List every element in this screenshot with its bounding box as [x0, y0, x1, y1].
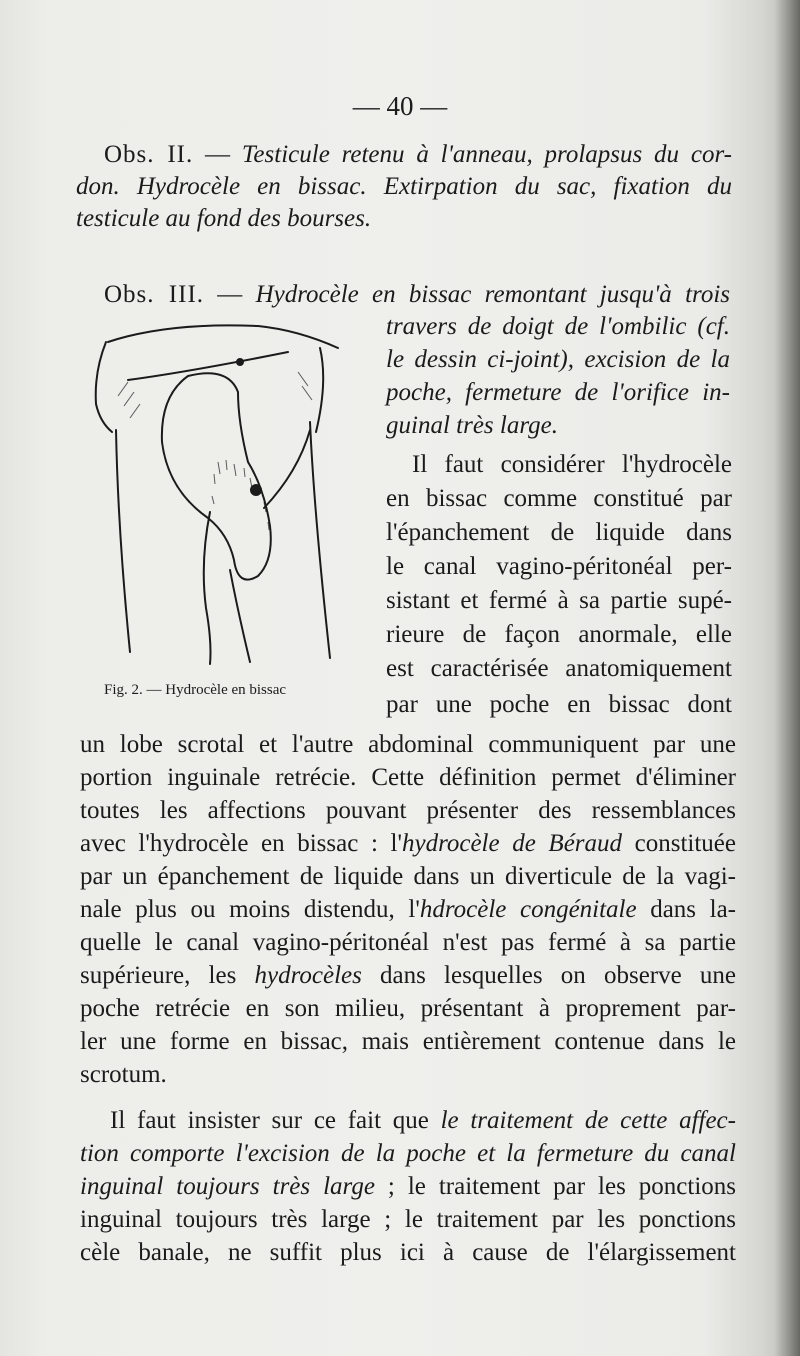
text-line-25: poche retrécie en son milieu, présentant à proprement par- [80, 995, 736, 1022]
text-line-8: guinal très large. [386, 412, 558, 439]
text-line-29: tion comporte l'excision de la poche et la fermeture du canal [80, 1140, 736, 1167]
text-line-24: supérieure, les hydrocèles dans lesquelles on observe une [80, 962, 736, 989]
text-line-5: travers de doigt de l'ombilic (cf. [386, 313, 730, 340]
text-line-18: portion inguinale retrécie. Cette définition permet d'éliminer [80, 764, 736, 791]
text-line-27: scrotum. [80, 1061, 167, 1088]
text-line-31: inguinal toujours très large ; le traitement par les ponctions [80, 1206, 736, 1233]
text-line-7: poche, fermeture de l'orifice in- [386, 379, 730, 406]
text-line-10: en bissac comme constitué par [386, 485, 732, 512]
text-line-11: l'épanchement de liquide dans [386, 519, 732, 546]
text-line-15: est caractérisée anatomiquement [386, 655, 732, 682]
text-line-22: nale plus ou moins distendu, l'hdrocèle congénitale dans la- [80, 896, 736, 923]
text-line-16: par une poche en bissac dont [386, 691, 732, 718]
figure-caption: Fig. 2. — Hydrocèle en bissac [104, 682, 287, 698]
text-line-26: ler une forme en bissac, mais entièrement contenue dans le [80, 1028, 736, 1055]
text-line-17: un lobe scrotal et l'autre abdominal communiquent par une [80, 731, 736, 758]
text-line-30: inguinal toujours très large ; le traitement par les ponctions [80, 1173, 736, 1200]
text-line-23: quelle le canal vagino-péritonéal n'est pas fermé à sa partie [80, 929, 736, 956]
text-line-6: le dessin ci-joint), excision de la [386, 346, 730, 373]
text-line-12: le canal vagino-péritonéal per- [386, 553, 732, 580]
text-line-21: par un épanchement de liquide dans un diverticule de la vagi- [80, 863, 736, 890]
text-line-20: avec l'hydrocèle en bissac : l'hydrocèle de Béraud constituée [80, 830, 737, 857]
text-line-19: toutes les affections pouvant présenter des ressemblances [80, 797, 736, 824]
text-line-3: testicule au fond des bourses. [76, 205, 372, 232]
text-line-14: rieure de façon anormale, elle [386, 621, 732, 648]
page-edge-shadow [774, 0, 800, 1356]
text-line-32: cèle banale, ne suffit plus ici à cause de l'élargissement [80, 1239, 736, 1266]
text-line-4: Obs. III. — Hydrocèle en bissac remontant jusqu'à trois [104, 281, 730, 308]
text-line-2: don. Hydrocèle en bissac. Extirpation du sac, fixation du [76, 173, 732, 200]
text-line-9: Il faut considérer l'hydrocèle [412, 451, 732, 478]
hydrocele-drawing [88, 312, 356, 672]
page-number: — 40 — [352, 91, 448, 121]
text-line-28: Il faut insister sur ce fait que le traitement de cette affec- [110, 1107, 736, 1134]
text-line-13: sistant et fermé à sa partie supé- [386, 587, 732, 614]
text-line-1: Obs. II. — Testicule retenu à l'anneau, prolapsus du cor- [104, 141, 732, 168]
hydrocele-figure [88, 312, 356, 672]
